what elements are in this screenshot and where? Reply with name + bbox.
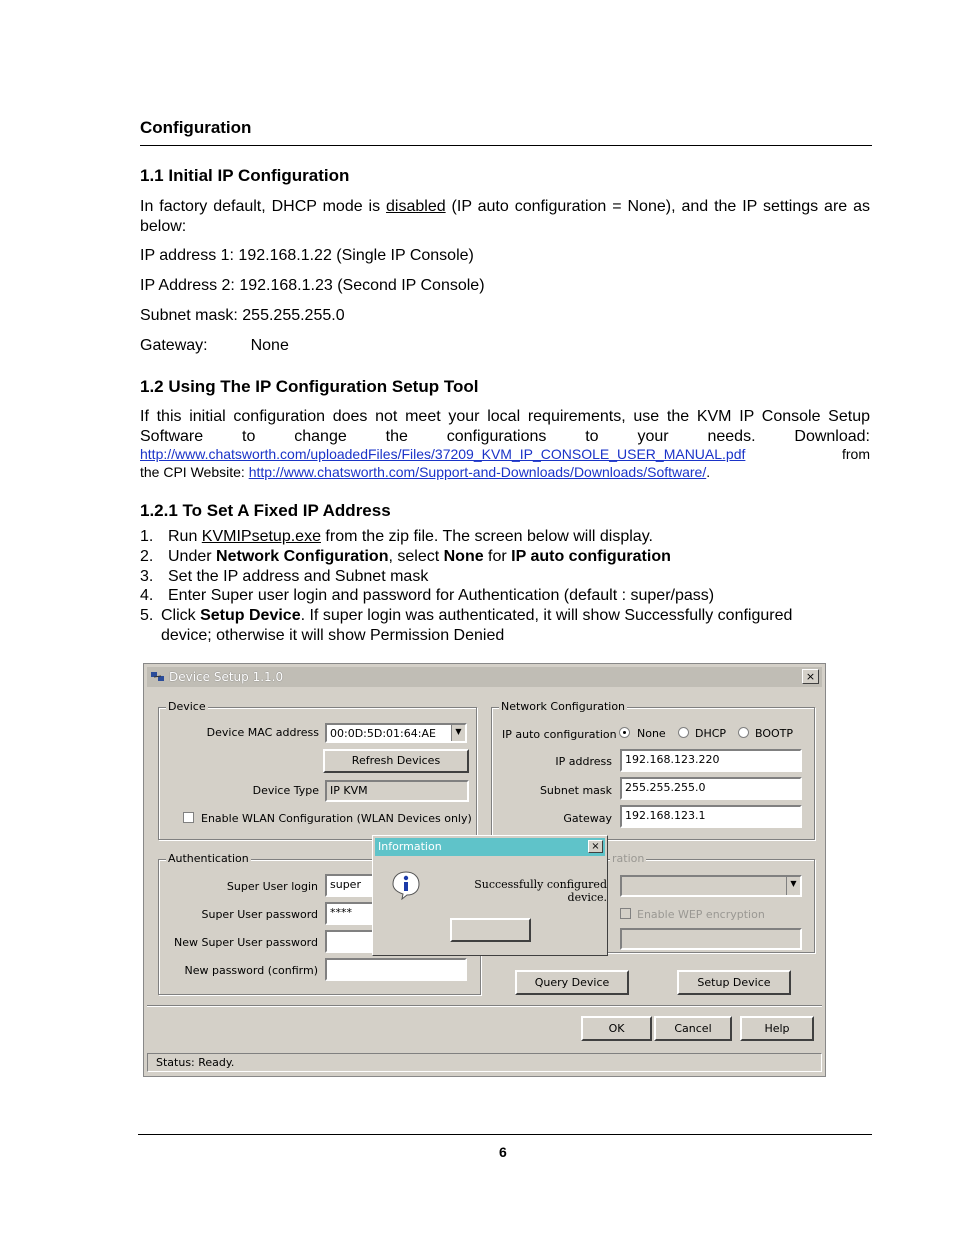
information-dialog [372, 835, 608, 956]
cpi-line: the CPI Website: http://www.chatsworth.com/Support-and-Downloads/Downloads/Software/. [140, 464, 711, 480]
step-3: 3. Set the IP address and Subnet mask [140, 568, 429, 585]
section-3-title: 1.2.1 To Set A Fixed IP Address [140, 501, 391, 520]
subnet-mask-label: Subnet mask [539, 784, 612, 797]
step-2: 2. Under Network Configuration, select None for IP auto configuration [140, 548, 671, 565]
step-1: 1. Run KVMIPsetup.exe from the zip file. The screen below will display. [140, 528, 653, 545]
step-5: 5. Click Setup Device. If super login was authenticated, it will show Successfully configured [140, 607, 793, 624]
wep-key-field [620, 928, 802, 950]
dialog-titlebar [375, 838, 605, 856]
window-titlebar [147, 667, 822, 687]
radio-dhcp-label: DHCP [695, 727, 727, 740]
ip-address-2: IP Address 2: 192.168.1.23 (Second IP Console) [140, 277, 485, 294]
footer-separator [147, 1005, 822, 1007]
super-password-label: Super User password [201, 908, 318, 921]
device-type-label: Device Type [252, 784, 319, 797]
gateway-input[interactable]: 192.168.123.1 [620, 805, 802, 828]
network-app-icon [150, 670, 165, 684]
download-line: http://www.chatsworth.com/uploadedFiles/Files/37209_KVM_IP_CONSOLE_USER_MANUAL.pdf from [140, 446, 870, 462]
setup-device-button[interactable]: Setup Device [677, 970, 791, 995]
confirm-password-label: New password (confirm) [184, 964, 318, 977]
radio-dhcp[interactable] [678, 727, 689, 738]
refresh-devices-button[interactable]: Refresh Devices [323, 749, 469, 773]
super-login-input[interactable]: super [325, 874, 467, 897]
manual-link[interactable]: http://www.chatsworth.com/uploadedFiles/Files/37209_KVM_IP_CONSOLE_USER_MANUAL.pdf [140, 446, 746, 462]
cancel-button[interactable]: Cancel [654, 1016, 732, 1041]
network-legend: Network Configuration [501, 700, 626, 713]
section-1-intro: In factory default, DHCP mode is disabled (IP auto configuration = None), and the IP settings are as below: [140, 198, 871, 235]
gateway-label: Gateway [563, 812, 612, 825]
radio-bootp[interactable] [738, 727, 749, 738]
footer-rule [138, 1134, 872, 1135]
dialog-ok-button[interactable] [450, 918, 531, 942]
dialog-title: Information [378, 840, 442, 853]
wlan-checkbox[interactable] [183, 812, 194, 823]
gateway: Gateway: None [140, 337, 289, 354]
subnet-mask-input[interactable]: 255.255.255.0 [620, 777, 802, 800]
radio-none[interactable] [619, 727, 630, 738]
confirm-password-input[interactable] [325, 958, 467, 981]
window-title: Device Setup 1.1.0 [169, 670, 284, 684]
mac-label: Device MAC address [206, 726, 319, 739]
wlan-legend: ration [612, 852, 645, 865]
authentication-legend: Authentication [168, 852, 249, 865]
ok-button[interactable]: OK [581, 1016, 652, 1041]
wlan-ssid-select [620, 875, 802, 897]
auto-config-label: IP auto configuration [502, 728, 617, 741]
info-icon [391, 870, 421, 900]
help-button[interactable]: Help [740, 1016, 814, 1041]
chevron-down-icon[interactable]: ▼ [451, 725, 465, 741]
super-password-input[interactable]: **** [325, 902, 467, 925]
wlan-checkbox-label: Enable WLAN Configuration (WLAN Devices only) [201, 812, 472, 825]
software-link[interactable]: http://www.chatsworth.com/Support-and-Downloads/Downloads/Software/ [248, 464, 707, 480]
device-setup-window [143, 663, 826, 1077]
section-1-title: 1.1 Initial IP Configuration [140, 166, 350, 185]
step-5-cont: device; otherwise it will show Permission Denied [161, 627, 505, 644]
radio-none-label: None [637, 727, 666, 740]
section-2-title: 1.2 Using The IP Configuration Setup Tool [140, 377, 479, 396]
network-group [491, 700, 815, 840]
ip-address-input[interactable]: 192.168.123.220 [620, 749, 802, 772]
status-bar: Status: Ready. [147, 1053, 822, 1072]
heading-rule [140, 145, 872, 146]
page-heading: Configuration [140, 118, 252, 137]
dialog-message: Successfully configured device. [474, 878, 607, 904]
window-close-button[interactable]: × [802, 669, 819, 684]
radio-bootp-label: BOOTP [755, 727, 794, 740]
ip-address-label: IP address [555, 755, 612, 768]
section-2-text: If this initial configuration does not meet your local requirements, use the KVM IP Console Setup Software to change the configurations to your needs. Download: [140, 408, 870, 445]
step-4: 4. Enter Super user login and password for Authentication (default : super/pass) [140, 587, 715, 604]
subnet-mask: Subnet mask: 255.255.255.0 [140, 307, 345, 324]
new-password-label: New Super User password [173, 936, 318, 949]
dialog-close-button[interactable]: × [588, 840, 603, 853]
device-type-field: IP KVM [325, 780, 469, 802]
query-device-button[interactable]: Query Device [515, 970, 629, 995]
chevron-down-icon: ▼ [786, 877, 800, 895]
device-legend: Device [168, 700, 206, 713]
wep-checkbox-label: Enable WEP encryption [637, 908, 765, 921]
super-login-label: Super User login [226, 880, 318, 893]
mac-select[interactable]: 00:0D:5D:01:64:AE ▼ [325, 723, 467, 743]
ip-address-1: IP address 1: 192.168.1.22 (Single IP Console) [140, 247, 474, 264]
page-number: 6 [499, 1144, 507, 1160]
device-group [158, 700, 477, 840]
wep-checkbox [620, 908, 631, 919]
